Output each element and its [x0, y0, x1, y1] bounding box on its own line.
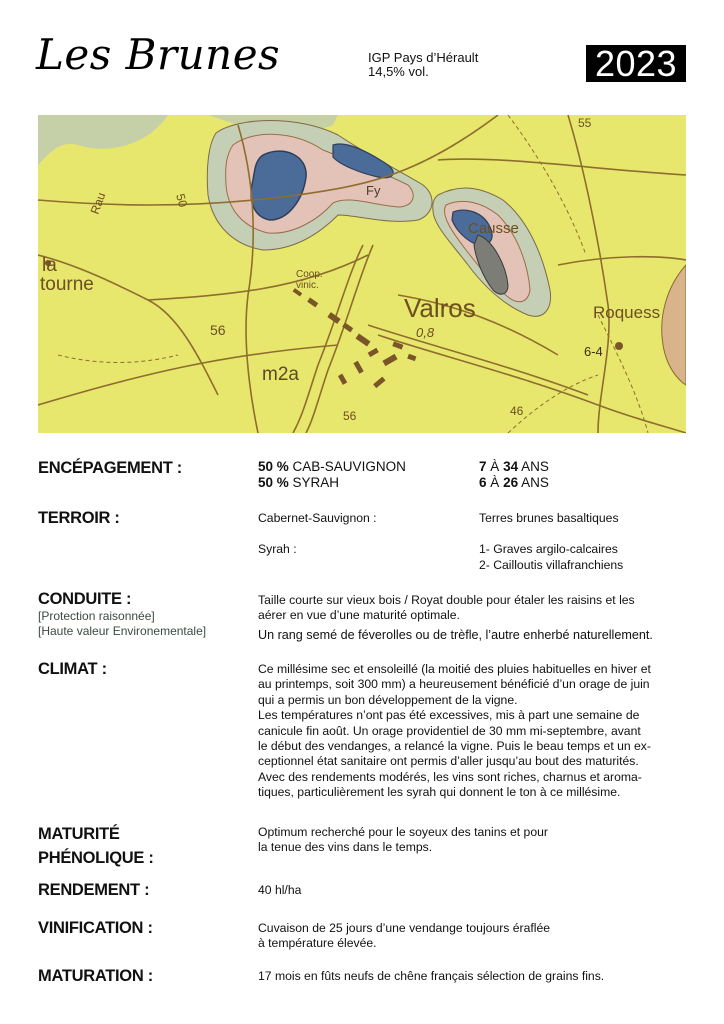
text-line: ceptionnel état sanitaire ont permis d’aller jusqu’au bout des maturités. — [258, 754, 639, 769]
text-line: Taille courte sur vieux bois / Royat double pour étaler les raisins et les — [258, 593, 635, 607]
text-line: Ce millésime sec et ensoleillé (la moitié des pluies habituelles en hiver et — [258, 662, 651, 676]
map-label-55: 55 — [578, 116, 592, 130]
age-unit: ANS — [521, 459, 549, 474]
maturite-text — [258, 825, 548, 856]
terroir-variety-2: Syrah : — [258, 542, 297, 556]
map-label-tourne: tourne — [40, 274, 94, 295]
appellation-info — [368, 51, 478, 79]
rendement-value: 40 hl/ha — [258, 883, 302, 897]
text-line: à température élevée. — [258, 936, 377, 951]
map-label-la: la — [42, 255, 57, 276]
map-label-08: 0,8 — [416, 325, 435, 340]
label-line: PHÉNOLIQUE : — [38, 849, 154, 867]
age-sep: À — [490, 459, 500, 474]
grape-variety: CAB-SAUVIGNON — [292, 459, 406, 474]
map-label-m2a: m2a — [262, 364, 299, 385]
grape-row-1 — [258, 459, 406, 475]
text-line: au printemps, soit 300 mm) a heureusement bénéficié d’un orage de juin — [258, 677, 650, 692]
maturation-text: 17 mois en fûts neufs de chêne français sélection de grains fins. — [258, 969, 605, 983]
label-rendement: RENDEMENT : — [38, 881, 150, 899]
conduite-text-2: Un rang semé de féverolles ou de trèfle, l’autre enherbé naturellement. — [258, 628, 653, 642]
text-line: aérer en vue d’une maturité optimale. — [258, 608, 460, 623]
geological-map — [38, 115, 686, 433]
map-label-56b: 56 — [343, 409, 357, 423]
terroir-soil-2b: 2- Cailloutis villafranchiens — [479, 558, 624, 572]
age-sep: À — [490, 475, 500, 490]
terroir-soil-1: Terres brunes basaltiques — [479, 511, 619, 525]
text-line: Les températures n’ont pas été excessives, mis à part une semaine de — [258, 708, 640, 723]
map-label-valros: Valros — [404, 293, 476, 323]
map-label-causse: Causse — [468, 220, 519, 237]
age-from: 6 — [479, 475, 487, 490]
vinification-text — [258, 921, 550, 952]
text-line: Optimum recherché pour le soyeux des tanins et pour — [258, 825, 548, 839]
label-conduite — [38, 589, 206, 639]
text-line: Avec des rendements modérés, les vins sont riches, charnus et aroma- — [258, 769, 642, 784]
vine-age-row-2 — [479, 475, 549, 491]
conduite-title: CONDUITE : — [38, 590, 132, 608]
text-line: qui a permis un bon développement de la vigne. — [258, 692, 518, 707]
conduite-tag-2: [Haute valeur Environementale] — [38, 624, 207, 638]
label-maturite — [38, 822, 154, 870]
map-label-64: 6-4 — [584, 344, 603, 359]
terroir-variety-1: Cabernet-Sauvignon : — [258, 511, 377, 525]
map-label-56: 56 — [210, 322, 226, 338]
age-from: 7 — [479, 459, 487, 474]
label-terroir: TERROIR : — [38, 509, 120, 527]
grape-percent: 50 % — [258, 459, 289, 474]
map-label-roquess: Roquess — [593, 303, 661, 322]
age-to: 26 — [503, 475, 519, 490]
label-vinification: VINIFICATION : — [38, 919, 153, 937]
text-line: Cuvaison de 25 jours d’une vendange toujours éraflée — [258, 921, 551, 935]
map-label-vinic: vinic. — [296, 280, 319, 291]
grape-variety: SYRAH — [292, 475, 340, 490]
text-line: la tenue des vins dans le temps. — [258, 840, 433, 855]
map-label-50: 50 — [173, 192, 191, 209]
map-label-46: 46 — [510, 404, 524, 418]
label-maturation: MATURATION : — [38, 967, 153, 985]
alcohol-content: 14,5% vol. — [368, 64, 429, 79]
wine-title: Les Brunes — [36, 30, 281, 79]
text-line: le début des vendanges, a relancé la vigne. Puis le beau temps et un ex- — [258, 739, 651, 754]
age-unit: ANS — [521, 475, 549, 490]
map-label-coop: Coop. — [296, 269, 323, 280]
conduite-text-1 — [258, 593, 635, 624]
conduite-tag-1: [Protection raisonnée] — [38, 609, 155, 623]
climat-text — [258, 662, 651, 801]
label-line: MATURITÉ — [38, 825, 120, 843]
label-climat: CLIMAT : — [38, 660, 107, 678]
label-encepagement: ENCÉPAGEMENT : — [38, 459, 183, 477]
vintage-badge: 2023 — [586, 45, 686, 82]
grape-percent: 50 % — [258, 475, 289, 490]
map-label-fy: Fy — [366, 183, 381, 198]
map-image — [38, 115, 686, 433]
age-to: 34 — [503, 459, 519, 474]
text-line: canicule fin août. Un orage providentiel de 30 mm mi-septembre, avant — [258, 723, 641, 738]
grape-row-2 — [258, 475, 339, 491]
text-line: tiques, particulièrement les syrah qui donnent le ton à ce millésime. — [258, 785, 621, 800]
map-label-rau: Rau — [87, 190, 109, 217]
vine-age-row-1 — [479, 459, 549, 475]
terroir-soil-2a: 1- Graves argilo-calcaires — [479, 542, 618, 556]
appellation: IGP Pays d’Hérault — [368, 50, 479, 65]
